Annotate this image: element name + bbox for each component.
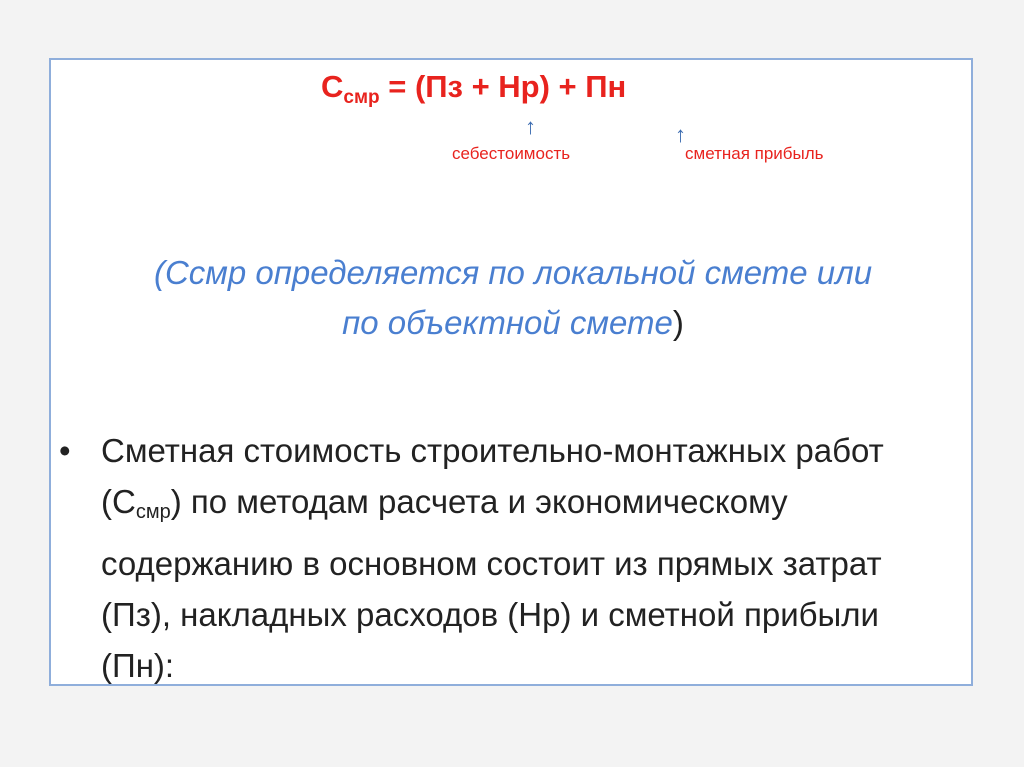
paren-line-1: (Ссмр определяется по локальной смете или: [153, 254, 873, 291]
formula-c: С: [321, 69, 344, 104]
note-cost: себестоимость: [452, 144, 571, 163]
up-arrow-icon: ↑: [675, 122, 686, 147]
paren-note: [61, 248, 965, 348]
bullet-item: [59, 425, 959, 691]
bullet-text-part-2: ) по методам расчета и экономическому содержанию в основном состоит из прямых затрат (Пз), накладных расходов (Нр) и сметной прибыли (Пн):: [101, 483, 882, 684]
bullet-icon: •: [59, 432, 71, 469]
formula-rest: = (Пз + Нр) + Пн: [379, 69, 627, 104]
up-arrow-icon: ↑: [525, 114, 536, 139]
bullet-sub: смр: [135, 501, 171, 523]
bullet-text-part-1: Сметная стоимость строительно-монтажных работ (С: [101, 432, 884, 520]
formula-c-sub: смр: [343, 87, 380, 108]
paren-close: ): [672, 304, 684, 341]
formula: [321, 69, 626, 109]
slide: [49, 58, 973, 686]
paren-line-2: [61, 298, 965, 348]
note-profit: сметная прибыль: [685, 144, 824, 163]
bullet-text: [101, 425, 959, 691]
paren-line-2-text: по объектной смете: [342, 304, 673, 341]
